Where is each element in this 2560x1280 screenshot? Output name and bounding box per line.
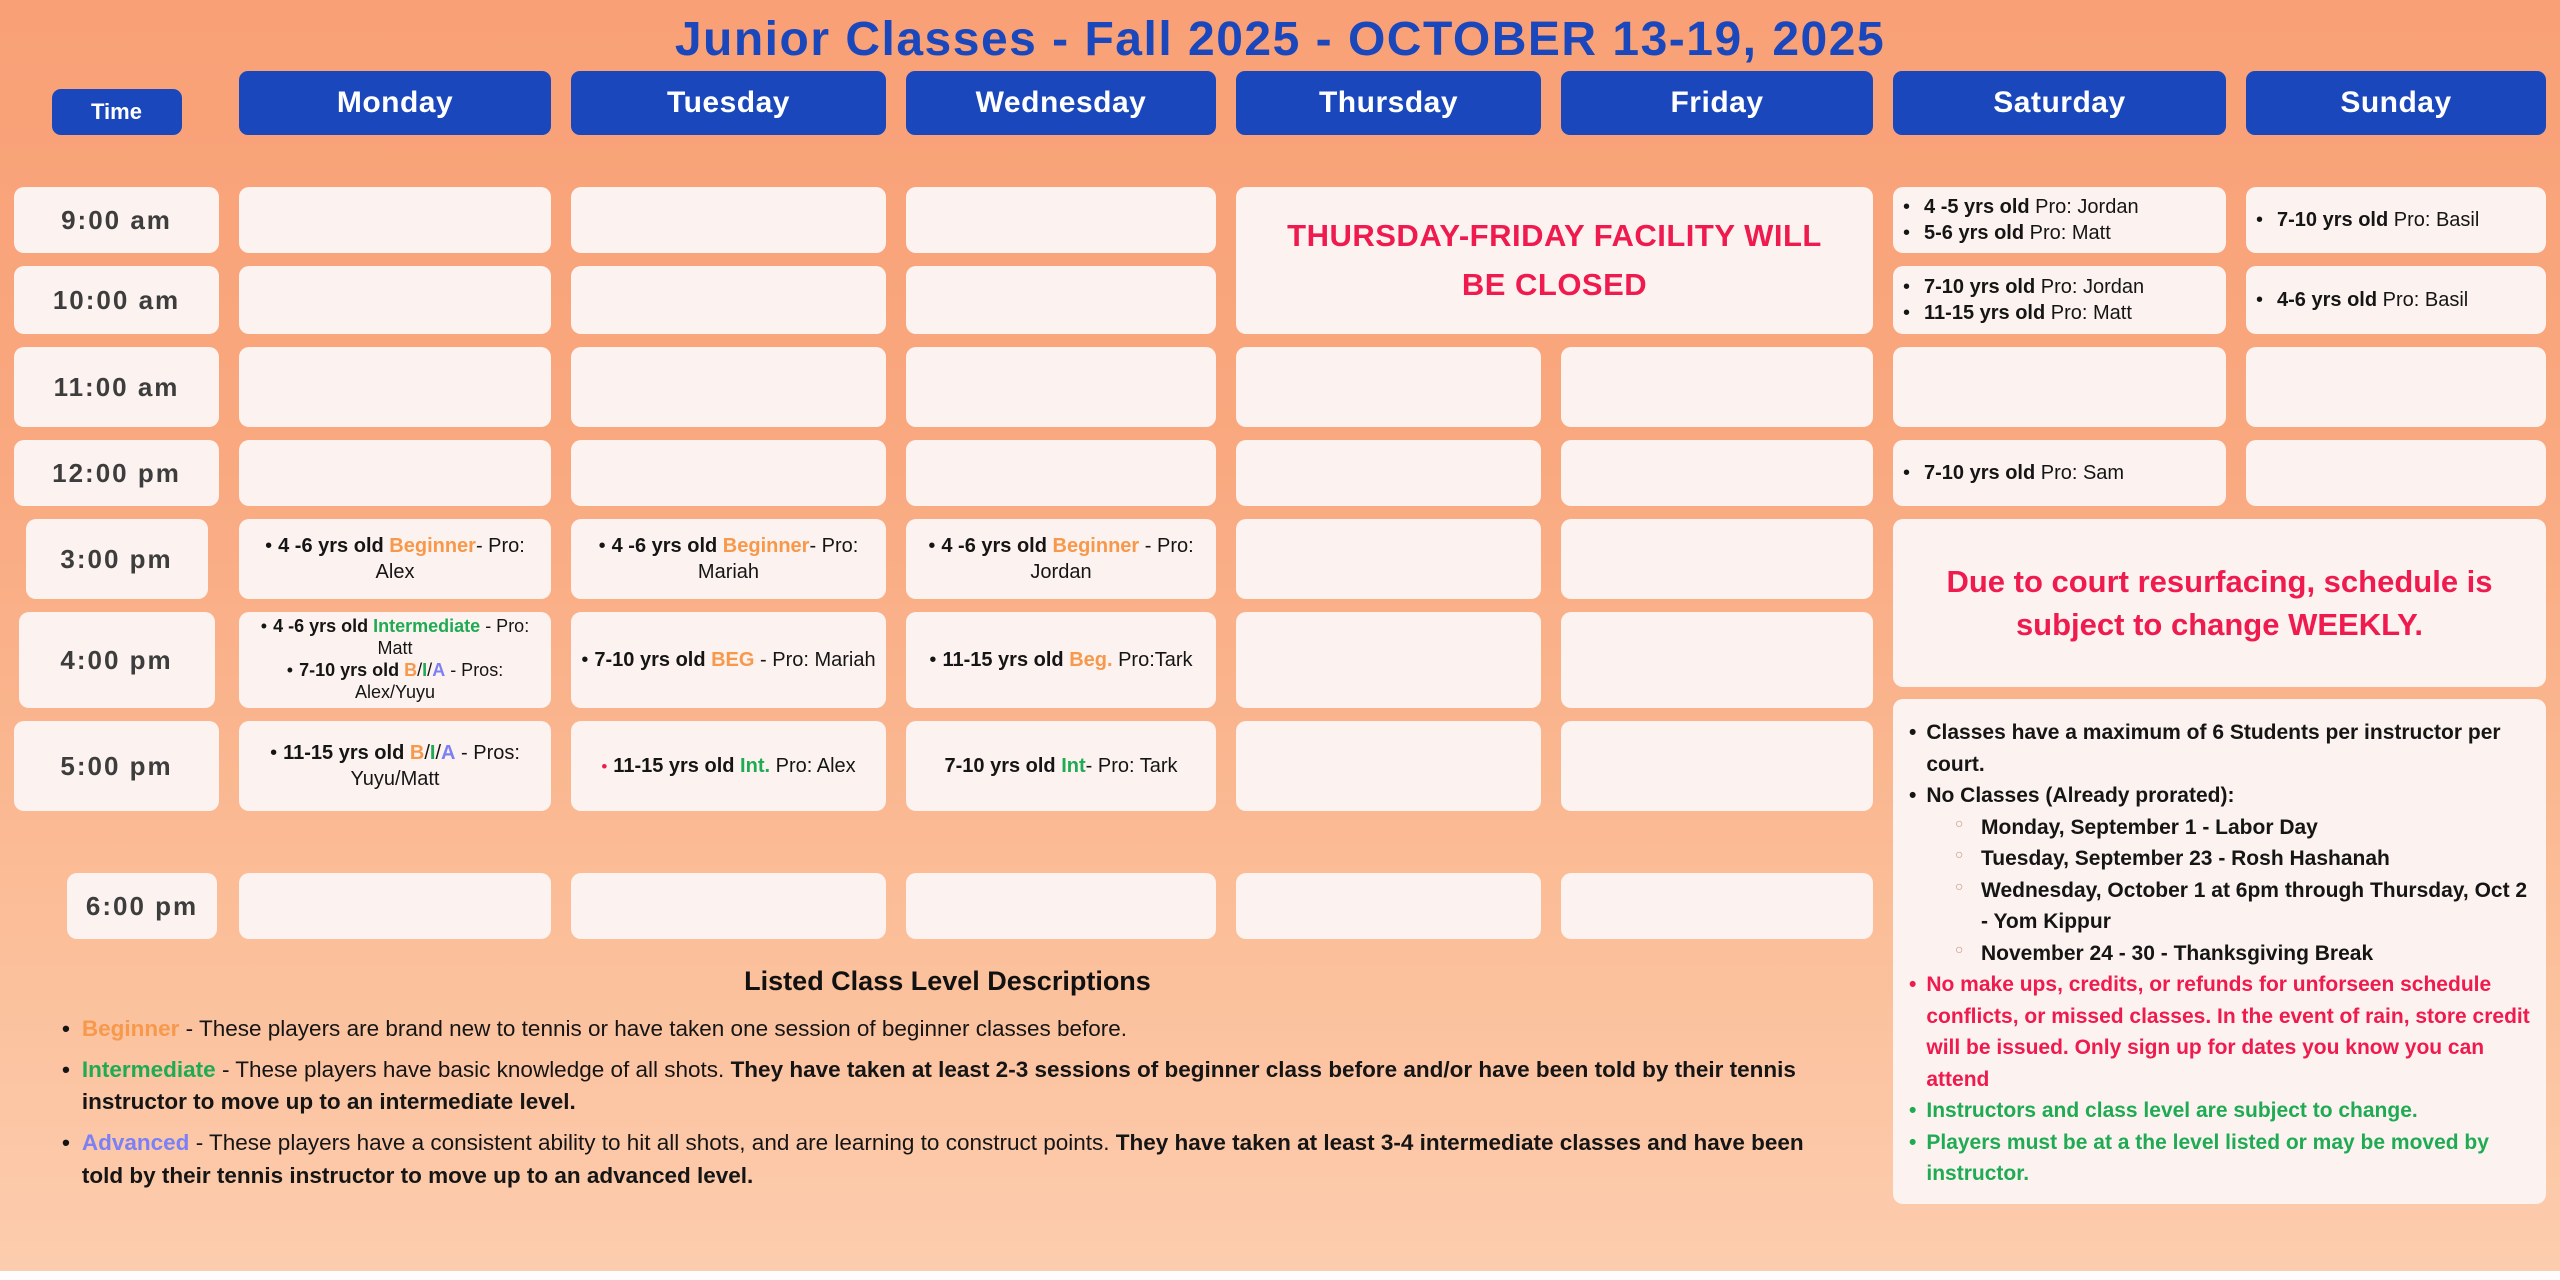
cell-monday-10am-empty xyxy=(239,266,551,334)
day-header-tuesday: Tuesday xyxy=(571,71,886,135)
cell-sunday-9am xyxy=(2246,187,2546,253)
bullet-icon: • xyxy=(265,535,273,557)
cell-monday-4pm xyxy=(239,612,551,708)
cell-wednesday-3pm xyxy=(906,519,1216,599)
bullet-icon: • xyxy=(1909,973,1917,996)
cell-tuesday-9am-empty xyxy=(571,187,886,253)
cell-friday-3pm-empty xyxy=(1561,519,1873,599)
bullet-icon: • xyxy=(260,616,268,637)
cell-monday-11am-empty xyxy=(239,347,551,427)
bullet-icon: • xyxy=(929,649,937,671)
day-header-sunday: Sunday xyxy=(2246,71,2546,135)
cell-tuesday-6pm-empty xyxy=(571,873,886,939)
cell-monday-6pm-empty xyxy=(239,873,551,939)
class-entry: • 4 -6 yrs old Beginner - Pro: Jordan xyxy=(928,535,1194,583)
time-label-5pm: 5:00 pm xyxy=(14,721,219,811)
cell-saturday-12pm xyxy=(1893,440,2226,506)
bullet-icon: • xyxy=(62,1016,70,1041)
bullet-icon: • xyxy=(286,660,294,680)
cell-monday-12pm-empty xyxy=(239,440,551,506)
note-instructors-change: • Instructors and class level are subject to change. xyxy=(1909,1095,2532,1127)
cell-friday-12pm-empty xyxy=(1561,440,1873,506)
bullet-icon: • xyxy=(1903,222,1911,244)
page-title: Junior Classes - Fall 2025 - OCTOBER 13-19, 2025 xyxy=(674,13,1886,66)
class-entry: • 11-15 yrs old Beg. Pro:Tark xyxy=(929,649,1193,671)
bullet-icon: • xyxy=(928,535,936,557)
time-label-4pm: 4:00 pm xyxy=(19,612,215,708)
bullet-icon: • xyxy=(598,535,606,557)
thursday-friday-closed-notice: THURSDAY-FRIDAY FACILITY WILL BE CLOSED xyxy=(1236,187,1873,334)
class-entry: • 4 -5 yrs old Pro: Jordan xyxy=(1903,196,2139,218)
no-class-date: ○ Monday, September 1 - Labor Day xyxy=(1955,812,2532,844)
bullet-icon: • xyxy=(2256,289,2264,311)
bullet-icon: • xyxy=(62,1129,70,1155)
weekend-notes-panel xyxy=(1893,519,2546,1204)
bullet-icon: • xyxy=(1909,721,1917,744)
day-header-thursday: Thursday xyxy=(1236,71,1541,135)
note-no-classes: • No Classes (Already prorated): xyxy=(1909,780,2532,812)
bullet-icon: • xyxy=(1903,302,1911,324)
no-class-date: ○ Tuesday, September 23 - Rosh Hashanah xyxy=(1955,843,2532,875)
bullet-icon: • xyxy=(1903,276,1911,298)
cell-sunday-12pm-empty xyxy=(2246,440,2546,506)
cell-thursday-6pm-empty xyxy=(1236,873,1541,939)
class-entry: 7-10 yrs old Int- Pro: Tark xyxy=(944,755,1178,777)
cell-tuesday-11am-empty xyxy=(571,347,886,427)
cell-wednesday-12pm-empty xyxy=(906,440,1216,506)
cell-tuesday-10am-empty xyxy=(571,266,886,334)
class-entry: • 11-15 yrs old Pro: Matt xyxy=(1903,302,2132,324)
cell-friday-6pm-empty xyxy=(1561,873,1873,939)
class-entry: • 7-10 yrs old BEG - Pro: Mariah xyxy=(581,649,876,671)
cell-friday-5pm-empty xyxy=(1561,721,1873,811)
bullet-icon: • xyxy=(1903,462,1911,484)
cell-wednesday-11am-empty xyxy=(906,347,1216,427)
class-entry: • 4 -6 yrs old Intermediate - Pro: Matt xyxy=(260,616,530,659)
cell-thursday-5pm-empty xyxy=(1236,721,1541,811)
no-class-date: ○ November 24 - 30 - Thanksgiving Break xyxy=(1955,938,2532,970)
bullet-icon: • xyxy=(581,649,589,671)
cell-wednesday-5pm xyxy=(906,721,1216,811)
no-classes-dates-list xyxy=(1909,812,2532,970)
description-advanced: • Advanced - These players have a consistent ability to hit all shots, and are learning to construct points. They have taken at least 3-4 intermediate classes and have been told by their tennis instructor to move up to an advanced level. xyxy=(62,1127,1833,1192)
day-header-monday: Monday xyxy=(239,71,551,135)
day-header-friday: Friday xyxy=(1561,71,1873,135)
time-label-9am: 9:00 am xyxy=(14,187,219,253)
class-entry: • 11-15 yrs old Int. Pro: Alex xyxy=(601,755,856,777)
class-entry: • 7-10 yrs old Pro: Jordan xyxy=(1903,276,2145,298)
bullet-icon: • xyxy=(1909,1130,1917,1154)
cell-tuesday-4pm xyxy=(571,612,886,708)
time-column-header: Time xyxy=(52,89,182,135)
bullet-icon: • xyxy=(1909,1099,1917,1122)
cell-thursday-12pm-empty xyxy=(1236,440,1541,506)
time-label-12pm: 12:00 pm xyxy=(14,440,219,506)
cell-tuesday-5pm xyxy=(571,721,886,811)
bullet-icon: • xyxy=(601,757,608,776)
cell-tuesday-3pm xyxy=(571,519,886,599)
class-entry: • 7-10 yrs old B/I/A - Pros: Alex/Yuyu xyxy=(286,660,504,702)
cell-wednesday-10am-empty xyxy=(906,266,1216,334)
cell-friday-4pm-empty xyxy=(1561,612,1873,708)
time-label-10am: 10:00 am xyxy=(14,266,219,334)
class-entry: • 4 -6 yrs old Beginner- Pro: Mariah xyxy=(598,535,859,583)
descriptions-heading: Listed Class Level Descriptions xyxy=(744,966,1151,996)
cell-monday-5pm xyxy=(239,721,551,811)
cell-sunday-10am xyxy=(2246,266,2546,334)
note-player-level: • Players must be at a the level listed or may be moved by instructor. xyxy=(1909,1127,2532,1190)
description-intermediate: • Intermediate - These players have basic knowledge of all shots. They have taken at least 2-3 sessions of beginner class before and/or have been told by their tennis instructor to move up to an intermediate level. xyxy=(62,1054,1833,1119)
cell-friday-11am-empty xyxy=(1561,347,1873,427)
schedule-grid xyxy=(0,71,2560,1204)
cell-tuesday-12pm-empty xyxy=(571,440,886,506)
bullet-icon: • xyxy=(62,1056,70,1082)
day-header-saturday: Saturday xyxy=(1893,71,2226,135)
cell-sunday-11am-empty xyxy=(2246,347,2546,427)
bullet-icon: • xyxy=(270,742,278,764)
cell-saturday-11am-empty xyxy=(1893,347,2226,427)
day-header-wednesday: Wednesday xyxy=(906,71,1216,135)
time-label-11am: 11:00 am xyxy=(14,347,219,427)
class-entry: • 7-10 yrs old Pro: Sam xyxy=(1903,462,2125,484)
class-entry: • 7-10 yrs old Pro: Basil xyxy=(2256,209,2480,231)
cell-thursday-4pm-empty xyxy=(1236,612,1541,708)
description-beginner: • Beginner - These players are brand new to tennis or have taken one session of beginner classes before. xyxy=(62,1013,1833,1046)
bullet-icon: • xyxy=(1903,196,1911,218)
cell-thursday-3pm-empty xyxy=(1236,519,1541,599)
cell-wednesday-6pm-empty xyxy=(906,873,1216,939)
bullet-icon: • xyxy=(2256,209,2264,231)
cell-wednesday-9am-empty xyxy=(906,187,1216,253)
resurfacing-notice: Due to court resurfacing, schedule is subject to change WEEKLY. xyxy=(1893,519,2546,687)
policy-notes-box xyxy=(1893,699,2546,1204)
class-level-descriptions xyxy=(14,952,1873,1204)
no-class-date: ○ Wednesday, October 1 at 6pm through Thursday, Oct 2 - Yom Kippur xyxy=(1955,875,2532,938)
bullet-icon: • xyxy=(1909,784,1917,807)
cell-thursday-11am-empty xyxy=(1236,347,1541,427)
time-label-3pm: 3:00 pm xyxy=(26,519,208,599)
time-label-6pm: 6:00 pm xyxy=(67,873,217,939)
cell-monday-3pm xyxy=(239,519,551,599)
cell-saturday-10am xyxy=(1893,266,2226,334)
cell-wednesday-4pm xyxy=(906,612,1216,708)
class-entry: • 11-15 yrs old B/I/A - Pros: Yuyu/Matt xyxy=(270,742,520,790)
cell-saturday-9am xyxy=(1893,187,2226,253)
class-entry: • 4 -6 yrs old Beginner- Pro: Alex xyxy=(265,535,525,583)
bottom-edge-strip xyxy=(0,1271,2560,1280)
class-entry: • 5-6 yrs old Pro: Matt xyxy=(1903,222,2111,244)
cell-monday-9am-empty xyxy=(239,187,551,253)
class-entry: • 4-6 yrs old Pro: Basil xyxy=(2256,289,2469,311)
note-max-students: • Classes have a maximum of 6 Students per instructor per court. xyxy=(1909,717,2532,780)
note-no-makeups: • No make ups, credits, or refunds for unforseen schedule conflicts, or missed classes. In the event of rain, store credit will be issued. Only sign up for dates you know you can attend xyxy=(1909,969,2532,1095)
